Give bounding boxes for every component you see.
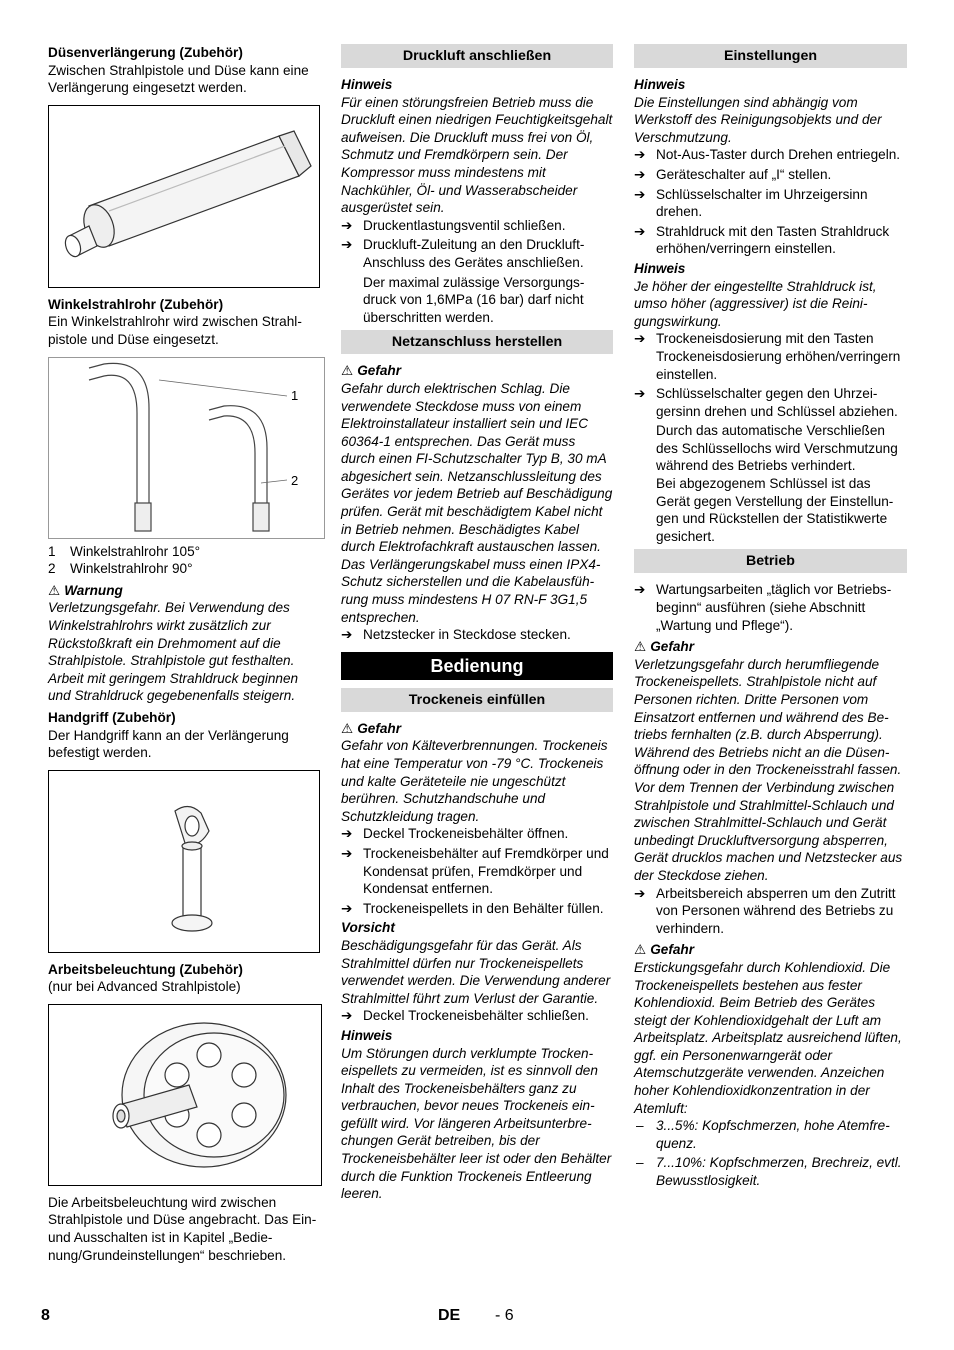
column-2 <box>341 44 613 1203</box>
step-item <box>341 217 613 235</box>
note-text: Je höher der eingestellte Strahldruck ist, umso höher (aggressiver) ist die Reinigungswirkung. <box>634 278 877 329</box>
section-header-operation: Betrieb <box>634 549 907 573</box>
column-1 <box>48 44 320 1264</box>
step-text: Druckentlastungsventil schließen. <box>363 217 566 233</box>
danger-text: Gefahr durch elektrischen Schlag. Die verwendete Steckdose muss von einem Elektroinstallateur installiert sein und IEC 60364-1 entsprechen. Das Gerät muss durch einen FI-Schutzschalter Typ B, 30 mA abgesichert sein. Netzanschlussleitung des Gerätes vor jedem Betrieb auf Beschädigung prüfen. Gerät mit beschädigtem Kabel nicht in Betrieb nehmen. Beschädigtes Kabel durch Elektrofachkraft austauschen lassen. Das Verlängerungskabel muss einen IPX4-Schutz sicherstellen und die Kabelausführung muss mindestens H 07 RN-F 3G1,5 entsprechen. <box>341 380 613 625</box>
step-text: Trockeneisbehälter auf Fremdkörper und Kondensat prüfen, Fremdkörper und Kondensat entfernen. <box>363 845 609 897</box>
step-item <box>634 186 907 221</box>
caution-text: Beschädigungsgefahr für das Gerät. Als Strahlmittel dürfen nur Trockeneispellets verwendet werden. Die Verwendung anderer Strahlmittel führt zum Verlust der Garantie. <box>341 937 611 1006</box>
danger-title: Gefahr <box>650 639 695 655</box>
section-text-angled-lance: Ein Winkelstrahlrohr wird zwischen Strahlpistole und Düse eingesetzt. <box>48 314 302 347</box>
section-title-nozzle-extension: Düsenverlängerung (Zubehör) <box>48 45 243 60</box>
arrow-right-icon: ➔ <box>341 217 353 233</box>
arrow-right-icon: ➔ <box>634 186 646 202</box>
step-extra-text: Durch das automatische Verschließen des Schlüssellochs wird Verschmutzung während des Betriebs verhindert. <box>656 423 898 474</box>
arrow-right-icon: ➔ <box>634 223 646 239</box>
section-header-fill-dry-ice: Trockeneis einfüllen <box>341 688 613 712</box>
note-title: Hinweis <box>634 77 686 92</box>
step-text: Not-Aus-Taster durch Drehen entriegeln. <box>656 147 901 163</box>
note-text: Um Störungen durch verklumpte Trockeneispellets zu vermeiden, ist es sinnvoll den Inhalt des Trockeneisbehälters ganz zu verbrauchen, bevor neues Trockeneis eingefüllt wird. Vor längeren Arbeitsunterbrechungen Gerät betreiben, bis der Trockeneisbehälter leer ist oder den Behälter durch die Funktion Trockeneis Entleerung leeren. <box>341 1045 612 1202</box>
step-text: Arbeitsbereich absperren um den Zutritt von Personen während des Betriebs zu verhindern. <box>656 885 896 936</box>
arrow-right-icon: ➔ <box>341 237 353 253</box>
callout-1: 1 <box>291 387 299 403</box>
step-item <box>341 900 613 918</box>
arrow-right-icon: ➔ <box>341 900 353 916</box>
work-light-image <box>48 1004 322 1186</box>
arrow-right-icon: ➔ <box>341 1008 353 1024</box>
danger-heading <box>341 362 613 380</box>
dash-bullet: – <box>636 1155 644 1171</box>
dash-item <box>634 1154 907 1189</box>
section-title-work-light: Arbeitsbeleuchtung (Zubehör) <box>48 961 243 977</box>
warning-triangle-icon: ⚠ <box>634 639 647 655</box>
section-subtitle-work-light: (nur bei Advanced Strahlpistole) <box>48 979 241 995</box>
step-item <box>341 1007 613 1025</box>
warning-text: Verletzungsgefahr. Bei Verwendung des Winkelstrahlrohrs wirkt zusätzlich zur Rückstoßkraft ein Drehmoment auf die Strahlpistole. Strahlpistole gut festhalten. Arbeit mit geringem Strahldruck beginnen und Strahldruck gegebenenfalls steigern. <box>48 600 299 704</box>
section-header-settings: Einstellungen <box>634 44 907 68</box>
step-item <box>634 885 907 938</box>
danger-title: Gefahr <box>357 363 402 379</box>
arrow-right-icon: ➔ <box>634 166 646 182</box>
step-item <box>341 626 613 644</box>
column-3 <box>634 44 907 1192</box>
section-text-nozzle-extension: Zwischen Strahlpistole und Düse kann eine Verlängerung eingesetzt werden. <box>48 62 309 96</box>
danger-heading <box>341 720 613 738</box>
step-item <box>634 146 907 164</box>
section-title-angled-lance: Winkelstrahlrohr (Zubehör) <box>48 296 224 312</box>
step-item <box>634 385 907 420</box>
danger-text: Gefahr von Kälteverbrennungen. Trockeneis hat eine Temperatur von -79 °C. Trockeneis und kalte Geräteteile nie ungeschützt berühren. Schutzhandschuhe und Schutzkleidung tragen. <box>341 738 608 824</box>
danger-heading <box>634 941 907 959</box>
legend-item-2 <box>48 560 320 578</box>
step-text: Netzstecker in Steckdose stecken. <box>363 627 571 643</box>
legend-number: 2 <box>48 561 56 577</box>
angled-lance-image <box>48 357 325 539</box>
step-text: Geräteschalter auf „I“ stellen. <box>656 166 832 182</box>
note-title: Hinweis <box>341 77 393 92</box>
section-header-compressed-air: Druckluft anschließen <box>341 44 613 68</box>
arrow-right-icon: ➔ <box>634 147 646 163</box>
legend-number: 1 <box>48 543 56 559</box>
language-label: DE <box>438 1307 461 1324</box>
legend-text: Winkelstrahlrohr 105° <box>70 543 201 559</box>
step-text: Deckel Trockeneisbehälter öffnen. <box>363 826 569 842</box>
step-text: Druckluft-Zuleitung an den Druckluft-Anschluss des Gerätes anschließen. <box>363 237 585 270</box>
arrow-right-icon: ➔ <box>341 627 353 643</box>
step-item <box>634 581 907 634</box>
dash-text: 3...5%: Kopfschmerzen, hohe Atemfrequenz. <box>656 1118 890 1151</box>
section-header-mains-connection: Netzanschluss herstellen <box>341 330 613 354</box>
arrow-right-icon: ➔ <box>341 826 353 842</box>
step-text: Deckel Trockeneisbehälter schließen. <box>363 1008 589 1024</box>
danger-text: Erstickungsgefahr durch Kohlendioxid. Die Trockeneispellets bestehen aus fester Kohlendioxid. Beim Betrieb des Gerätes steigt der Kohlendioxidgehalt der Luft am Arbeitsplatz. Arbeitsplatz ausreichend lüften, ggf. ein Personenwarngerät oder Atemschutzgeräte verwenden. Anzeichen hoher Kohlendioxidkonzentration in der Atemluft: <box>634 959 902 1116</box>
step-item <box>341 236 613 271</box>
page-number-right: - 6 <box>495 1307 514 1324</box>
danger-heading <box>634 638 907 656</box>
step-text: Schlüsselschalter im Uhrzeigersinn drehen. <box>656 186 868 220</box>
legend-item-1 <box>48 543 320 561</box>
note-text: Die Einstellungen sind abhängig vom Werkstoff des Reinigungsobjekts und der Verschmutzung. <box>634 94 882 145</box>
step-extra-text: Der maximal zulässige Versorgungsdruck von 1,6MPa (16 bar) darf nicht überschritten werden. <box>363 274 585 325</box>
warning-triangle-icon: ⚠ <box>634 942 647 958</box>
arrow-right-icon: ➔ <box>634 331 646 347</box>
danger-text: Verletzungsgefahr durch herumfliegende Trockeneispellets. Strahlpistole nicht auf Personen richten. Dritte Personen vom Einsatzort entfernen und während des Betriebs fernhalten (z.B. durch Absperrung). Während des Betriebs nicht an die Düsenöffnung oder in den Trockeneisstrahl fassen. Vor dem Trennen der Verbindung zwischen Strahlpistole und Strahlmittel-Schlauch und zwischen Strahlmittel-Schlauch und Gerät unbedingt Druckluftversorgung absperren, Gerät drucklos machen und Netzstecker aus der Steckdose ziehen. <box>634 656 903 883</box>
handle-image <box>48 770 320 953</box>
step-text: Schlüsselschalter gegen den Uhrzeigersinn drehen und Schlüssel abziehen. <box>656 386 898 419</box>
warning-triangle-icon: ⚠ <box>341 363 354 379</box>
note-text: Für einen störungsfreien Betrieb muss die Druckluft einen niedrigen Feuchtigkeitsgehalt aufweisen. Die Druckluft muss frei von Öl, Schmutz und Fremdkörpern sein. Der Kompressor muss mindestens mit Nachkühler, Öl- und Wasserabscheider ausgerüstet sein. <box>341 94 613 216</box>
dash-bullet: – <box>636 1118 644 1134</box>
step-item <box>341 825 613 843</box>
nozzle-extension-image <box>48 105 320 288</box>
step-item <box>341 845 613 898</box>
legend-text: Winkelstrahlrohr 90° <box>70 561 193 577</box>
step-text: Trockeneispellets in den Behälter füllen. <box>363 900 604 916</box>
dash-text: 7...10%: Kopfschmerzen, Brechreiz, evtl. Bewusstlosigkeit. <box>656 1155 902 1189</box>
dash-item <box>634 1117 907 1152</box>
chapter-heading-operation: Bedienung <box>341 652 613 680</box>
step-text: Wartungsarbeiten „täglich vor Betriebsbeginn“ ausführen (siehe Abschnitt „Wartung und Pflege“). <box>656 582 892 633</box>
danger-title: Gefahr <box>650 942 695 958</box>
warning-triangle-icon: ⚠ <box>341 720 354 736</box>
step-item <box>634 166 907 184</box>
step-text: Trockeneisdosierung mit den Tasten Trockeneisdosierung erhöhen/verringern einstellen. <box>656 331 901 382</box>
step-item <box>634 223 907 258</box>
note-title: Hinweis <box>341 1027 393 1043</box>
arrow-right-icon: ➔ <box>634 885 646 901</box>
arrow-right-icon: ➔ <box>341 845 353 861</box>
step-extra-text: Bei abgezogenem Schlüssel ist das Gerät gegen Verstellung der Einstellungen und Rückstellen der Statistikwerte gesichert. <box>656 476 894 544</box>
section-title-handle: Handgriff (Zubehör) <box>48 709 176 725</box>
warning-triangle-icon: ⚠ <box>48 582 61 598</box>
warning-heading <box>48 582 320 600</box>
step-item <box>634 330 907 383</box>
warning-title: Warnung <box>64 582 123 598</box>
arrow-right-icon: ➔ <box>634 386 646 402</box>
caution-title: Vorsicht <box>341 920 395 936</box>
page-number-left: 8 <box>41 1307 50 1324</box>
callout-2: 2 <box>291 472 299 488</box>
section-text-handle: Der Handgriff kann an der Verlängerung befestigt werden. <box>48 727 289 761</box>
step-text: Strahldruck mit den Tasten Strahldruck erhöhen/verringern einstellen. <box>656 223 890 257</box>
note-title: Hinweis <box>634 260 686 276</box>
arrow-right-icon: ➔ <box>634 582 646 598</box>
danger-title: Gefahr <box>357 720 402 736</box>
section-text-work-light: Die Arbeitsbeleuchtung wird zwischen Strahlpistole und Düse angebracht. Das Ein- und Ausschalten ist in Kapitel „Bedienung/Grundeinstellungen“ beschrieben. <box>48 1194 317 1263</box>
